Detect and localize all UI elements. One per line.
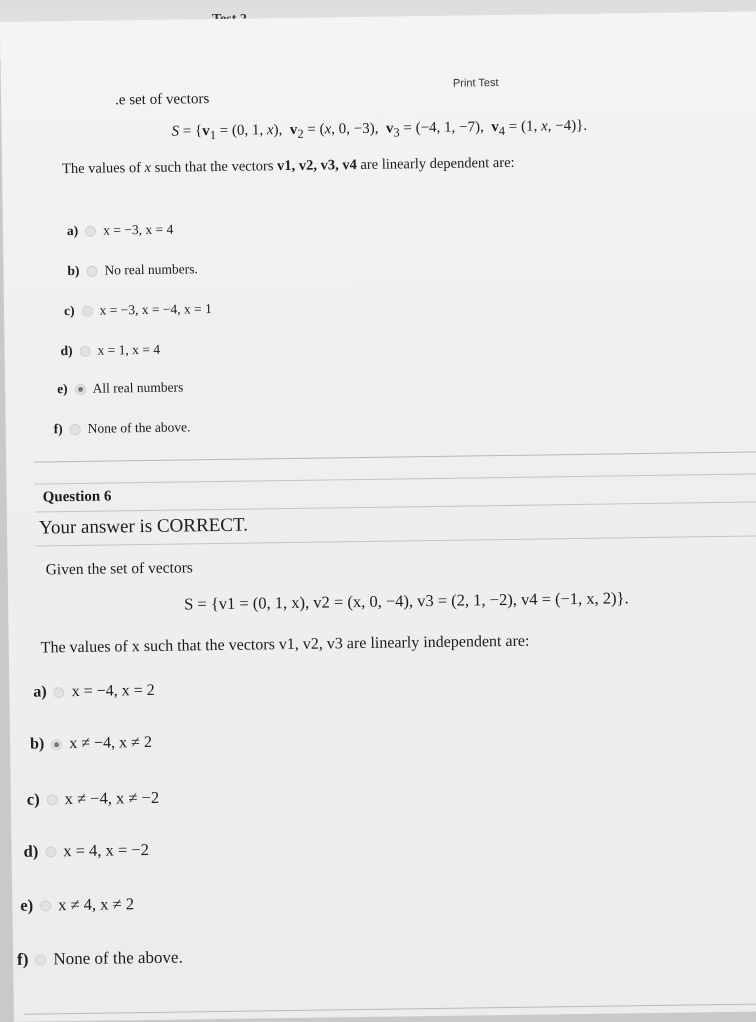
radio-button[interactable] — [75, 383, 86, 394]
answer-status: Your answer is CORRECT. — [38, 514, 249, 539]
option-text: No real numbers. — [104, 261, 198, 278]
answer-option[interactable] — [64, 301, 212, 319]
radio-button[interactable] — [86, 265, 97, 276]
option-letter: b) — [67, 262, 80, 279]
radio-button[interactable] — [80, 345, 91, 356]
answer-option[interactable] — [17, 948, 183, 970]
radio-button[interactable] — [40, 900, 51, 911]
answer-option[interactable] — [20, 894, 134, 916]
option-text: x ≠ −4, x ≠ −2 — [64, 787, 160, 809]
answer-option[interactable] — [67, 222, 174, 239]
option-letter: f) — [16, 949, 29, 969]
answer-option[interactable] — [33, 682, 155, 702]
answer-option[interactable] — [27, 788, 160, 810]
question-divider — [34, 451, 756, 462]
option-letter: c) — [26, 789, 40, 809]
answer-option[interactable] — [30, 734, 152, 754]
option-letter: d) — [23, 841, 39, 861]
answer-option[interactable] — [57, 379, 183, 397]
option-text: x ≠ 4, x ≠ 2 — [58, 894, 135, 915]
option-text: x = 1, x = 4 — [97, 341, 161, 358]
option-letter: e) — [20, 895, 34, 915]
option-letter: c) — [63, 302, 75, 319]
option-text: x = −3, x = −4, x = 1 — [99, 301, 212, 318]
option-text: x ≠ −4, x ≠ 2 — [69, 733, 153, 753]
question5-equation: $S = \{v_1 = (0$, 1, x), $v_2 = (x$, 0, −3), $v_3 = (-4$, 1, −7), $v_4 = (1$, x, −4)}. — [171, 117, 588, 143]
radio-button[interactable] — [81, 305, 92, 316]
answer-option[interactable] — [67, 261, 198, 279]
radio-button[interactable] — [47, 794, 58, 805]
option-letter: d) — [60, 343, 73, 359]
answer-option[interactable] — [60, 342, 160, 359]
question5-intro: .e set of vectors — [114, 91, 210, 109]
option-text: x = −3, x = 4 — [103, 221, 174, 238]
page-bottom-rule — [24, 1003, 756, 1014]
question6-intro: Given the set of vectors — [45, 559, 193, 579]
question5-prompt: The values of x such that the vectors v1, v2, v3, v4 are linearly dependent are: — [61, 154, 515, 178]
option-letter: b) — [29, 735, 45, 753]
option-text: None of the above. — [87, 419, 191, 436]
question6-equation: S = {v1 = (0, 1, x), v2 = (x, 0, −4), v3 = (2, 1, −2), v4 = (−1, x, 2)}. — [184, 588, 629, 614]
answer-option[interactable] — [23, 840, 149, 862]
radio-button[interactable] — [51, 739, 62, 750]
option-letter: f) — [53, 421, 63, 437]
option-letter: a) — [33, 683, 47, 701]
option-text: x = 4, x = −2 — [63, 840, 150, 861]
option-letter: a) — [66, 222, 79, 239]
option-text: x = −4, x = 2 — [71, 681, 155, 701]
question6-prompt: The values of x such that the vectors v1, v2, v3 are linearly independent are: — [40, 632, 530, 657]
radio-button[interactable] — [70, 423, 81, 434]
radio-button[interactable] — [54, 687, 65, 698]
question6-title: Question 6 — [42, 488, 112, 506]
radio-button[interactable] — [35, 954, 46, 965]
question6-title-rule — [35, 501, 756, 512]
answer-option[interactable] — [54, 419, 191, 437]
radio-button[interactable] — [85, 225, 96, 236]
option-text: None of the above. — [53, 947, 183, 969]
print-page — [0, 11, 756, 1022]
radio-button[interactable] — [45, 846, 56, 857]
print-test-label[interactable]: Print Test — [452, 77, 499, 90]
question6-box-top — [34, 473, 756, 484]
option-letter: e) — [57, 381, 68, 397]
option-text: All real numbers — [92, 379, 184, 396]
